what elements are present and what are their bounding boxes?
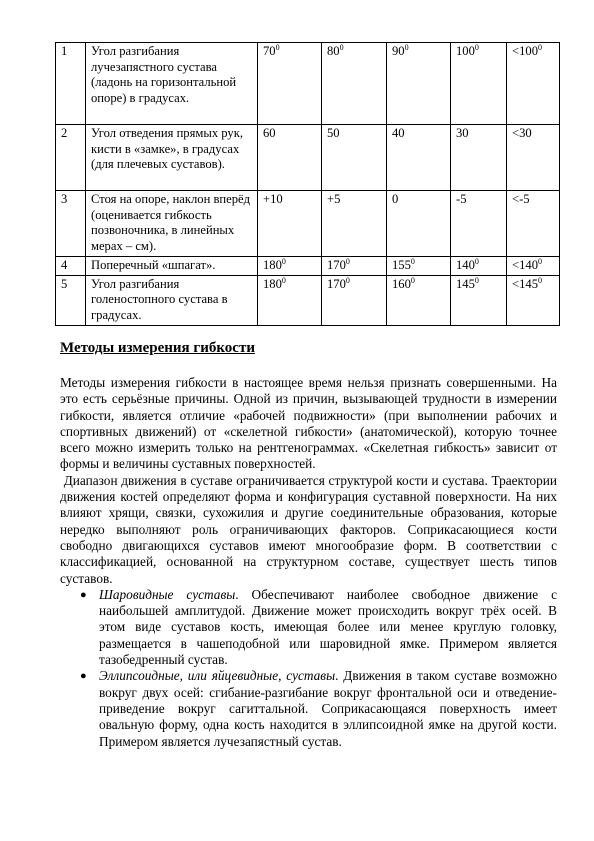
degree-superscript: 0 [345, 275, 350, 285]
score-cell [322, 257, 387, 276]
score-value: 30 [456, 126, 469, 140]
list-item [60, 587, 557, 668]
degree-superscript: 0 [410, 257, 415, 266]
row-number-cell: 1 [56, 43, 86, 125]
row-number-cell: 2 [56, 125, 86, 191]
score-cell [451, 191, 507, 257]
score-value: <100 [512, 44, 538, 58]
score-value: 145 [456, 276, 475, 291]
degree-superscript: 0 [538, 43, 542, 52]
score-value: -5 [456, 192, 467, 206]
row-number-cell: 5 [56, 275, 86, 325]
test-description-cell: Стоя на опоре, наклон вперёд (оценивается гибкость позвоночника, в линейных мерах – см). [86, 191, 258, 257]
score-cell [451, 125, 507, 191]
score-cell [387, 191, 451, 257]
score-value: +10 [263, 192, 283, 206]
bullet-icon: ● [80, 588, 87, 601]
score-cell [258, 125, 322, 191]
section-heading: Методы измерения гибкости [60, 340, 255, 356]
score-value: +5 [327, 192, 341, 206]
degree-superscript: 0 [281, 257, 286, 266]
degree-superscript: 0 [538, 275, 542, 285]
score-cell [451, 275, 507, 325]
score-cell [322, 43, 387, 125]
score-cell [258, 191, 322, 257]
degree-superscript: 0 [339, 43, 344, 52]
score-value: 170 [327, 258, 346, 272]
score-cell [322, 275, 387, 325]
test-description-cell: Угол разгибания лучезапястного сустава (ладонь на горизонтальной опоре) в градусах. [86, 43, 258, 125]
degree-superscript: 0 [474, 43, 479, 52]
degree-superscript: 0 [275, 43, 280, 52]
test-description-cell: Угол отведения прямых рук, кисти в «замке», в градусах (для плечевых суставов). [86, 125, 258, 191]
table-row [56, 191, 560, 257]
score-cell [322, 191, 387, 257]
list-item-term: Шаровидные суставы [99, 586, 236, 602]
joint-types-list [60, 587, 557, 750]
bullet-icon: ● [80, 670, 87, 683]
score-cell [451, 257, 507, 276]
table-row [56, 43, 560, 125]
score-value: 80 [327, 44, 340, 58]
test-description-cell: Угол разгибания голеностопного сустава в градусах. [86, 275, 258, 325]
degree-superscript: 0 [474, 257, 479, 266]
score-value: <30 [512, 126, 532, 140]
list-item-text: . Движения в таком суставе возможно вокруг двух осей: сгибание-разгибание вокруг фронтальной оси и отведение-приведение вокруг сагиттальной. Соприкасающаяся поверхность имеет овальную форму, одна кость находится в эллипсоидной ямке на другой кости. Примером является лучезапястный сустав. [99, 668, 557, 749]
score-value: <-5 [512, 192, 530, 206]
degree-superscript: 0 [404, 43, 409, 52]
score-cell [387, 257, 451, 276]
degree-superscript: 0 [474, 275, 479, 285]
score-value: <145 [512, 276, 538, 291]
score-value: 155 [392, 258, 411, 272]
degree-superscript: 0 [281, 275, 286, 285]
table-body [56, 43, 560, 326]
score-value: 180 [263, 258, 282, 272]
degree-superscript: 0 [538, 257, 542, 266]
degree-superscript: 0 [345, 257, 350, 266]
row-number-cell: 4 [56, 257, 86, 276]
score-cell [507, 275, 560, 325]
score-value: <140 [512, 258, 538, 272]
paragraph-2: Диапазон движения в суставе ограничивается структурой кости и сустава. Траектории движения костей определяют форма и конфигурация суставной поверхности. На них влияют хрящи, связки, сухожилия и другие соединительные образования, которые нередко выполняют роль ограничивающих факторов. Соприкасающиеся кости свободно двигающихся суставов имеют многообразие форм. В соответствии с классификацией, основанной на структурном составе, существует шесть типов суставов. [60, 472, 557, 586]
list-item-text: . Обеспечивают наиболее свободное движение с наибольшей амплитудой. Движение может происходить вокруг трёх осей. В этом виде суставов кость, имеющая более или менее круглую головку, размещается в чашеподобной или шаровидной ямке. Примером является тазобедренный сустав. [99, 586, 558, 668]
score-cell [258, 43, 322, 125]
score-value: 50 [327, 126, 340, 140]
list-item [60, 668, 557, 749]
score-cell [387, 125, 451, 191]
list-item-term: Эллипсоидные, или яйцевидные, суставы [99, 668, 336, 684]
score-value: 180 [263, 276, 282, 291]
score-value: 70 [263, 44, 276, 58]
score-cell [507, 43, 560, 125]
score-cell [387, 43, 451, 125]
section-body [60, 375, 557, 750]
test-description-cell: Поперечный «шпагат». [86, 257, 258, 276]
score-value: 60 [263, 126, 276, 140]
score-value: 0 [392, 192, 399, 206]
score-cell [507, 125, 560, 191]
table-row [56, 125, 560, 191]
score-cell [507, 191, 560, 257]
score-value: 100 [456, 44, 475, 58]
score-cell [451, 43, 507, 125]
score-cell [258, 275, 322, 325]
table-row [56, 275, 560, 325]
row-number-cell: 3 [56, 191, 86, 257]
flexibility-norms-table [55, 42, 560, 326]
score-value: 90 [392, 44, 405, 58]
score-cell [322, 125, 387, 191]
score-value: 40 [392, 126, 405, 140]
score-value: 160 [392, 276, 411, 291]
degree-superscript: 0 [410, 275, 415, 285]
score-cell [258, 257, 322, 276]
score-value: 170 [327, 276, 346, 291]
score-cell [507, 257, 560, 276]
table-row [56, 257, 560, 276]
score-cell [387, 275, 451, 325]
paragraph-1: Методы измерения гибкости в настоящее время нельзя признать совершенными. На это есть серьёзные причины. Одной из причин, вызывающей трудности в измерении гибкости, является отличие «рабочей подвижности» (при выполнении рабочих и спортивных движений) от «скелетной гибкости» (анатомической), которую точнее всего можно измерить только на рентгенограммах. «Скелетная гибкость» зависит от формы и величины суставных поверхностей. [60, 375, 557, 472]
score-value: 140 [456, 258, 475, 272]
